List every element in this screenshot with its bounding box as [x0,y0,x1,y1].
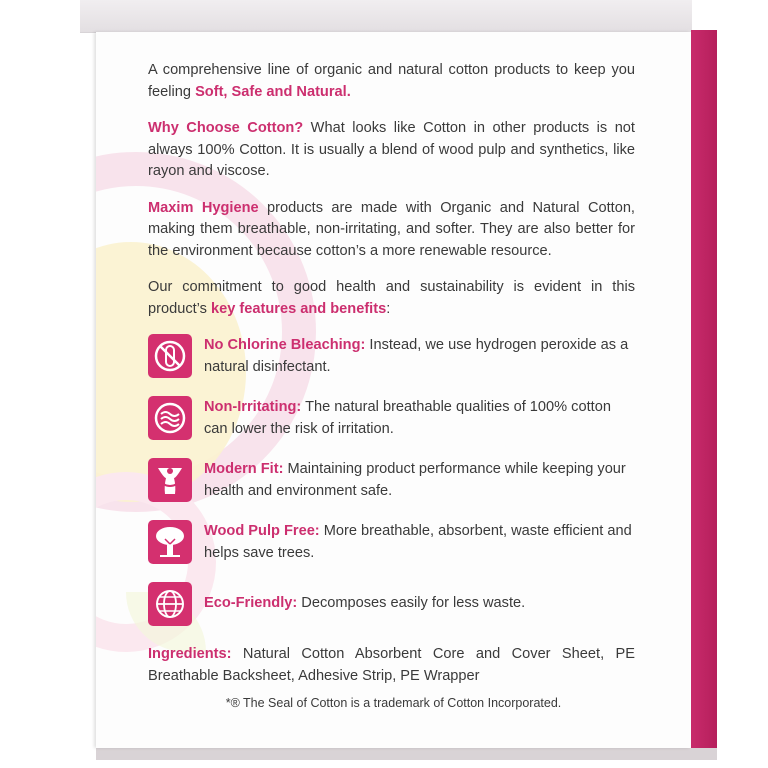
brand-paragraph [148,198,635,263]
why-cotton-text: What looks like Cotton in other products is not always 100% Cotton. It is usually a blend of wood pulp and synthetics, like rayon and viscose. [148,120,635,179]
box-top-edge [80,0,692,33]
no-chlorine-icon [148,334,192,378]
feature-description: Maintaining product performance while keeping your health and environment safe. [204,461,626,499]
brand-label: Maxim Hygiene [148,199,259,216]
feature-title: Wood Pulp Free: [204,523,320,539]
intro-text: A comprehensive line of organic and natural cotton products to keep you feeling [148,62,635,100]
tree-icon [148,520,192,564]
commitment-suffix: : [386,300,391,317]
feature-text [204,458,635,502]
box-bottom-edge [96,748,717,760]
feature-title: Modern Fit: [204,461,284,477]
intro-paragraph [148,60,635,103]
body-fit-icon [148,458,192,502]
feature-description: Instead, we use hydrogen peroxide as a natural disinfectant. [204,337,629,375]
commitment-paragraph [148,277,635,320]
feature-title: No Chlorine Bleaching: [204,337,366,353]
feature-text [204,334,635,378]
why-cotton-paragraph [148,118,635,183]
box-side-panel [691,30,717,752]
why-cotton-label: Why Choose Cotton? [148,120,304,136]
feature-text [204,520,635,564]
feature-modern-fit [148,458,635,504]
ingredients-label: Ingredients: [148,646,232,662]
feature-description: The natural breathable qualities of 100% cotton can lower the risk of irritation. [204,399,611,437]
feature-title: Non-Irritating: [204,399,302,415]
intro-highlight: Soft, Safe and Natural. [195,83,351,100]
feature-description: Decomposes easily for less waste. [297,595,526,611]
brand-text: products are made with Organic and Natural Cotton, making them breathable, non-irritating, and softer. They are also better for the environment because cotton’s a more renewable resource. [148,199,635,259]
globe-icon [148,582,192,626]
ingredients-paragraph [148,644,635,687]
feature-no-chlorine [148,334,635,380]
trademark-footnote: *® The Seal of Cotton is a trademark of Cotton Incorporated. [225,696,562,710]
feature-text [204,396,635,440]
feature-eco-friendly [148,582,635,628]
feature-non-irritating [148,396,635,442]
commitment-text: Our commitment to good health and sustainability is evident in this product’s [148,279,635,317]
package-text [148,60,635,702]
feature-description: More breathable, absorbent, waste efficient and helps save trees. [204,523,632,561]
feature-title: Eco-Friendly: [204,595,298,611]
feature-wood-pulp-free [148,520,635,566]
waves-icon [148,396,192,440]
ingredients-text: Natural Cotton Absorbent Core and Cover Sheet, PE Breathable Backsheet, Adhesive Strip, PE Wrapper [148,646,635,684]
feature-text [204,582,635,615]
commitment-highlight: key features and benefits [211,300,387,317]
